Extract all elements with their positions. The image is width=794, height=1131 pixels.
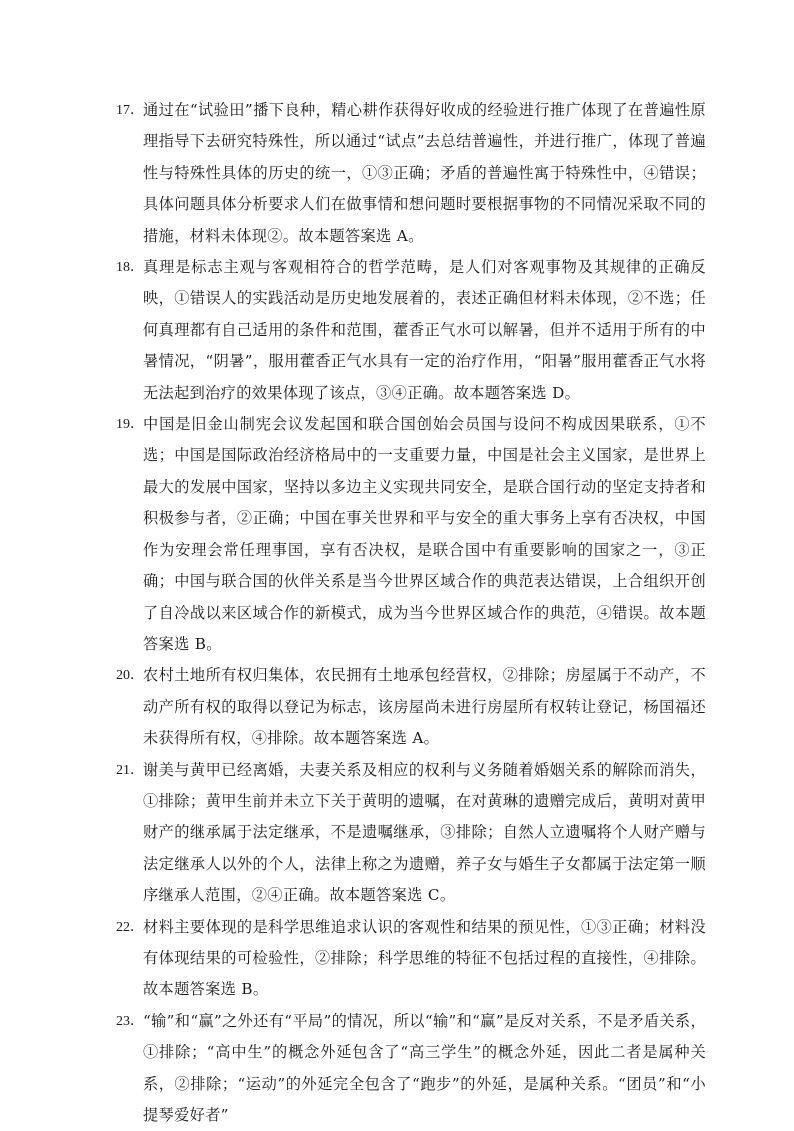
item-text: 通过在“试验田”播下良种，精心耕作获得好收成的经验进行推广体现了在普遍性原理指导下去研究特殊性，所以通过“试点”去总结普遍性，并进行推广，体现了普遍性与特殊性具体的历史的统一，①③正确；矛盾的普遍性寓于特殊性中，④错误；具体问题具体分析要求人们在做事情和想问题时要根据事物的不同情况采取不同的措施，材料未体现②。故本题答案选 A。 (143, 101, 706, 245)
answer-item-17 (116, 95, 706, 252)
item-text: 真理是标志主观与客观相符合的哲学范畴，是人们对客观事物及其规律的正确反映，①错误人的实践活动是历史地发展着的，表述正确但材料未体现，②不选；任何真理都有自己适用的条件和范围，藿香正气水可以解暑，但并不适用于所有的中暑情况，“阴暑”，服用藿香正气水具有一定的治疗作用，“阳暑”服用藿香正气水将无法起到治疗的效果体现了该点，③④正确。故本题答案选 D。 (143, 258, 706, 402)
answer-item-21 (116, 755, 706, 912)
item-number: 18． (116, 260, 144, 276)
item-number: 19． (116, 417, 144, 433)
item-number: 17． (116, 103, 144, 118)
answer-item-20 (116, 660, 706, 754)
answer-explanations (116, 95, 706, 1131)
item-number: 22． (116, 919, 144, 935)
item-number: 21． (116, 762, 144, 778)
item-number: 20． (116, 668, 144, 684)
answer-item-22 (116, 912, 706, 1006)
answer-item-18 (116, 252, 706, 409)
item-text: 谢美与黄甲已经离婚，夫妻关系及相应的权利与义务随着婚姻关系的解除而消失，①排除；黄甲生前并未立下关于黄明的遗嘱，在对黄琳的遗赠完成后，黄明对黄甲财产的继承属于法定继承，不是遗嘱继承，③排除；自然人立遗嘱将个人财产赠与法定继承人以外的个人，法律上称之为遗赠，养子女与婚生子女都属于法定第一顺序继承人范围，②④正确。故本题答案选 C。 (143, 760, 706, 905)
item-text: 材料主要体现的是科学思维追求认识的客观性和结果的预见性，①③正确；材料没有体现结果的可检验性，②排除；科学思维的特征不包括过程的直接性，④排除。故本题答案选 B。 (143, 917, 706, 999)
item-text: 农村土地所有权归集体，农民拥有土地承包经营权，②排除；房屋属于不动产，不动产所有权的取得以登记为标志，该房屋尚未进行房屋所有权转让登记，杨国福还未获得所有权，④排除。故本题答案选 A。 (143, 666, 706, 748)
answer-item-23 (116, 1006, 706, 1131)
answer-item-19 (116, 409, 706, 660)
item-text: “输”和“赢”之外还有“平局”的情况，所以“输”和“赢”是反对关系，不是矛盾关系，①排除；“高中生”的概念外延包含了“高三学生”的概念外延，因此二者是属种关系，②排除；“运动”的外延完全包含了“跑步”的外延，是属种关系。“团员”和“小提琴爱好者” (143, 1011, 706, 1124)
item-text: 中国是旧金山制宪会议发起国和联合国创始会员国与设问不构成因果联系，①不选；中国是国际政治经济格局中的一支重要力量，中国是社会主义国家，是世界上最大的发展中国家，坚持以多边主义实现共同安全，是联合国行动的坚定支持者和积极参与者，②正确；中国在事关世界和平与安全的重大事务上享有否决权，中国作为安理会常任理事国，享有否决权，是联合国中有重要影响的国家之一，③正确；中国与联合国的伙伴关系是当今世界区域合作的典范表达错误，上合组织开创了自冷战以来区域合作的新模式，成为当今世界区域合作的典范，④错误。故本题答案选 B。 (143, 415, 706, 653)
item-number: 23． (116, 1013, 144, 1029)
